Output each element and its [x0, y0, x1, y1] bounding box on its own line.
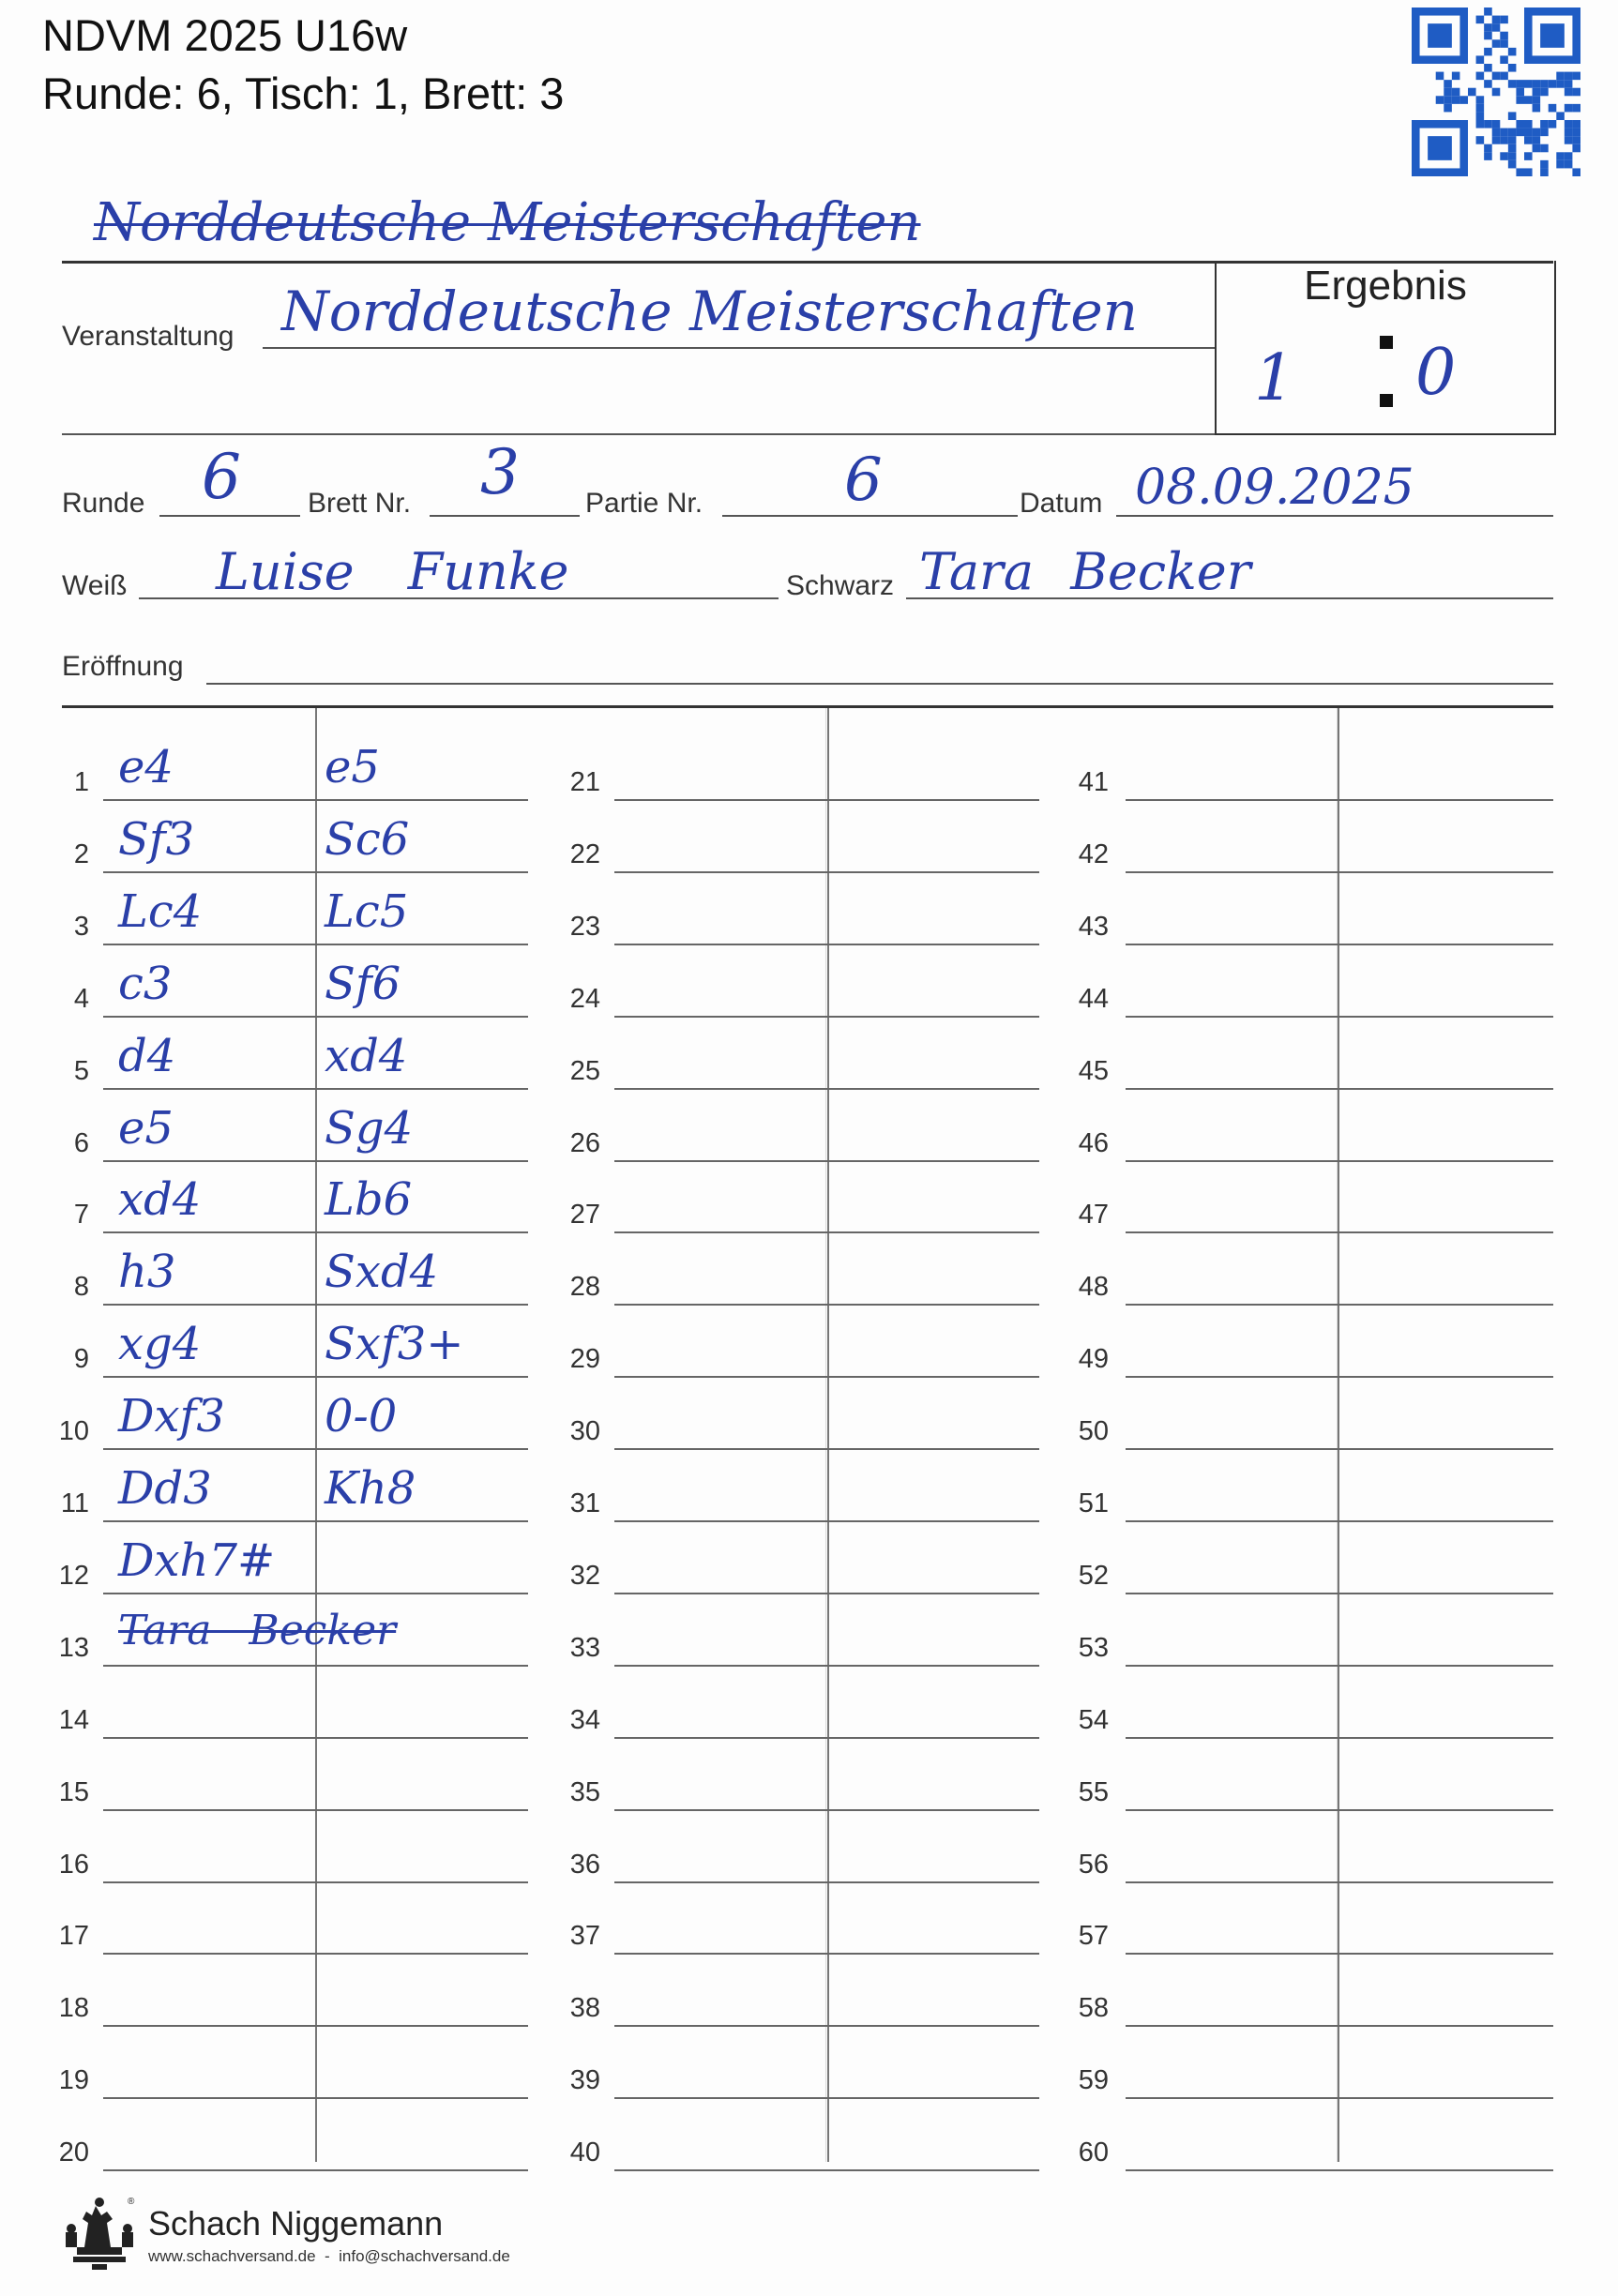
move-line [103, 1953, 528, 1955]
move-line [103, 1809, 528, 1811]
move-line [1126, 1520, 1553, 1522]
move-line [103, 1665, 528, 1667]
move-number: 1 [73, 767, 89, 797]
move-number: 59 [1078, 2065, 1109, 2096]
move-number: 47 [1078, 1200, 1109, 1231]
white-move[interactable]: xg4 [118, 1318, 202, 1371]
move-number: 26 [569, 1127, 600, 1158]
move-line [614, 1016, 1039, 1018]
result-black[interactable]: 0 [1415, 336, 1457, 410]
move-number: 11 [60, 1488, 89, 1518]
game-label: Partie Nr. [585, 488, 703, 519]
move-line [1126, 1593, 1553, 1594]
sheet-title: NDVM 2025 U16w [42, 10, 408, 60]
move-line [1126, 2169, 1553, 2171]
move-number: 56 [1078, 1849, 1109, 1880]
move-number: 41 [1078, 767, 1109, 797]
move-number: 34 [569, 1704, 600, 1735]
white-move[interactable]: e5 [118, 1101, 174, 1155]
move-number: 55 [1078, 1776, 1109, 1807]
move-number: 24 [569, 983, 600, 1014]
white-move[interactable]: Lc4 [118, 884, 203, 938]
move-number: 7 [73, 1200, 89, 1231]
move-number: 3 [73, 911, 89, 942]
move-line [103, 2169, 528, 2171]
white-move[interactable]: e4 [118, 741, 174, 793]
move-line [1126, 2025, 1553, 2027]
move-line [614, 799, 1039, 801]
board-line [430, 515, 580, 517]
move-number: 45 [1078, 1055, 1109, 1086]
black-move[interactable]: Sxd4 [325, 1246, 439, 1299]
move-line [1126, 1448, 1553, 1450]
white-move[interactable]: Dxf3 [118, 1390, 225, 1443]
move-number: 53 [1078, 1632, 1109, 1663]
result-white[interactable]: 1 [1254, 341, 1295, 415]
opening-line [206, 683, 1553, 685]
move-number: 38 [569, 1993, 600, 2024]
move-number: 18 [58, 1993, 89, 2024]
move-line [1126, 1809, 1553, 1811]
opening-label: Eröffnung [62, 651, 184, 682]
round-line [159, 515, 300, 517]
event-line [263, 347, 1215, 349]
move-line [614, 1231, 1039, 1233]
move-number: 14 [58, 1704, 89, 1735]
move-line [1126, 799, 1553, 801]
black-move[interactable]: Lb6 [325, 1173, 413, 1227]
move-number: 2 [73, 838, 89, 869]
move-line [103, 1304, 528, 1306]
move-number: 42 [1078, 838, 1109, 869]
move-number: 36 [569, 1849, 600, 1880]
move-number: 39 [569, 2065, 600, 2096]
white-move[interactable]: Dd3 [118, 1462, 212, 1515]
black-move[interactable]: 0-0 [325, 1390, 398, 1443]
move-line [103, 1881, 528, 1883]
move-line [103, 799, 528, 801]
move-number: 28 [569, 1272, 600, 1303]
white-value[interactable]: Luise Funke [216, 542, 569, 601]
result-colon-dot-top [1380, 336, 1393, 349]
black-move[interactable]: Sf6 [325, 957, 401, 1010]
move-number: 19 [58, 2065, 89, 2096]
black-value[interactable]: Tara Becker [919, 542, 1251, 601]
move-number: 49 [1078, 1344, 1109, 1375]
event-value[interactable]: Norddeutsche Meisterschaften [281, 279, 1139, 343]
move-number: 32 [569, 1560, 600, 1591]
move-line [103, 2097, 528, 2099]
move-line [614, 1520, 1039, 1522]
move-number: 60 [1078, 2137, 1109, 2168]
result-box [1215, 261, 1556, 435]
move-line [614, 1737, 1039, 1739]
move-number: 52 [1078, 1560, 1109, 1591]
white-label: Weiß [62, 570, 128, 601]
move-number: 22 [569, 838, 600, 869]
move-number: 54 [1078, 1704, 1109, 1735]
move-number: 29 [569, 1344, 600, 1375]
move-line [614, 1376, 1039, 1378]
move-line [103, 1160, 528, 1162]
black-label: Schwarz [786, 570, 895, 601]
footer-brand: Schach Niggemann [148, 2204, 444, 2243]
move-number: 31 [569, 1488, 600, 1518]
move-number: 4 [73, 983, 89, 1014]
move-line [614, 1809, 1039, 1811]
chess-pieces-logo-icon [64, 2195, 135, 2270]
move-number: 17 [58, 1921, 89, 1952]
move-number: 6 [73, 1127, 89, 1158]
result-colon-dot-bottom [1380, 394, 1393, 407]
move-line [614, 1160, 1039, 1162]
move-number: 46 [1078, 1127, 1109, 1158]
black-move[interactable]: Sc6 [325, 812, 410, 866]
footer-contact: www.schachversand.de - info@schachversand.de [148, 2247, 510, 2265]
date-label: Datum [1020, 488, 1103, 519]
white-move[interactable]: c3 [118, 957, 173, 1010]
move-line [614, 2025, 1039, 2027]
move-number: 40 [569, 2137, 600, 2168]
move-line [1126, 1088, 1553, 1090]
svg-text:®: ® [128, 2197, 135, 2207]
move-line [614, 1881, 1039, 1883]
move-line [1126, 1953, 1553, 1955]
move-line [1126, 1016, 1553, 1018]
struck-event-name: Norddeutsche Meisterschaften [94, 192, 921, 253]
round-value[interactable]: 6 [202, 441, 241, 513]
white-move[interactable]: d4 [118, 1029, 176, 1082]
black-move[interactable]: xd4 [325, 1029, 408, 1082]
move-line [103, 1376, 528, 1378]
black-move[interactable]: e5 [325, 741, 380, 793]
move-number: 30 [569, 1416, 600, 1447]
qr-code-icon [1412, 8, 1580, 176]
move-line [614, 1304, 1039, 1306]
black-move[interactable]: Sxf3+ [325, 1318, 464, 1371]
black-move[interactable]: Lc5 [325, 884, 409, 938]
white-move[interactable]: h3 [118, 1246, 176, 1299]
event-label: Veranstaltung [62, 321, 234, 352]
move-number: 20 [58, 2137, 89, 2168]
move-line [614, 1665, 1039, 1667]
move-line [103, 1520, 528, 1522]
move-line [614, 1593, 1039, 1594]
move-line [103, 944, 528, 945]
move-number: 23 [569, 911, 600, 942]
move-line [103, 1448, 528, 1450]
move-number: 12 [58, 1560, 89, 1591]
column-separator-3 [1338, 708, 1339, 2162]
white-move[interactable]: Tara Becker [118, 1606, 397, 1654]
move-line [1126, 2097, 1553, 2099]
move-line [1126, 1304, 1553, 1306]
move-line [1126, 1376, 1553, 1378]
date-value[interactable]: 08.09.2025 [1135, 460, 1414, 516]
move-line [103, 871, 528, 873]
black-move[interactable]: Kh8 [325, 1462, 416, 1515]
move-line [614, 1953, 1039, 1955]
move-number: 10 [58, 1416, 89, 1447]
game-line [722, 515, 1018, 517]
move-number: 21 [569, 767, 600, 797]
board-label: Brett Nr. [308, 488, 412, 519]
sheet-subtitle: Runde: 6, Tisch: 1, Brett: 3 [42, 68, 565, 118]
move-number: 35 [569, 1776, 600, 1807]
move-number: 5 [73, 1055, 89, 1086]
move-line [1126, 871, 1553, 873]
move-line [103, 2025, 528, 2027]
move-line [1126, 1160, 1553, 1162]
move-line [1126, 944, 1553, 945]
white-move[interactable]: xd4 [118, 1173, 202, 1227]
move-number: 48 [1078, 1272, 1109, 1303]
move-number: 16 [58, 1849, 89, 1880]
move-line [614, 1448, 1039, 1450]
white-move[interactable]: Dxh7# [118, 1533, 276, 1587]
move-line [103, 1593, 528, 1594]
move-number: 58 [1078, 1993, 1109, 2024]
column-separator-1 [315, 708, 317, 2162]
moves-top-rule [62, 705, 1553, 708]
event-second-line [62, 433, 1216, 435]
move-line [614, 871, 1039, 873]
move-line [614, 1088, 1039, 1090]
black-move[interactable]: Sg4 [325, 1101, 414, 1155]
move-number: 50 [1078, 1416, 1109, 1447]
round-label: Runde [62, 488, 145, 519]
move-number: 33 [569, 1632, 600, 1663]
move-line [103, 1231, 528, 1233]
column-separator-2 [827, 708, 829, 2162]
result-label: Ergebnis [1304, 263, 1467, 309]
move-number: 43 [1078, 911, 1109, 942]
move-number: 15 [58, 1776, 89, 1807]
move-line [614, 2097, 1039, 2099]
game-value[interactable]: 6 [844, 446, 883, 515]
move-number: 9 [73, 1344, 89, 1375]
move-number: 37 [569, 1921, 600, 1952]
move-number: 25 [569, 1055, 600, 1086]
move-number: 27 [569, 1200, 600, 1231]
move-line [1126, 1737, 1553, 1739]
move-number: 51 [1078, 1488, 1109, 1518]
move-line [103, 1016, 528, 1018]
move-number: 8 [73, 1272, 89, 1303]
move-line [1126, 1881, 1553, 1883]
move-number: 44 [1078, 983, 1109, 1014]
move-line [1126, 1231, 1553, 1233]
board-value[interactable]: 3 [480, 436, 520, 508]
move-line [103, 1737, 528, 1739]
move-line [614, 944, 1039, 945]
move-number: 13 [58, 1632, 89, 1663]
move-number: 57 [1078, 1921, 1109, 1952]
move-line [103, 1088, 528, 1090]
move-line [614, 2169, 1039, 2171]
white-move[interactable]: Sf3 [118, 812, 195, 866]
move-line [1126, 1665, 1553, 1667]
